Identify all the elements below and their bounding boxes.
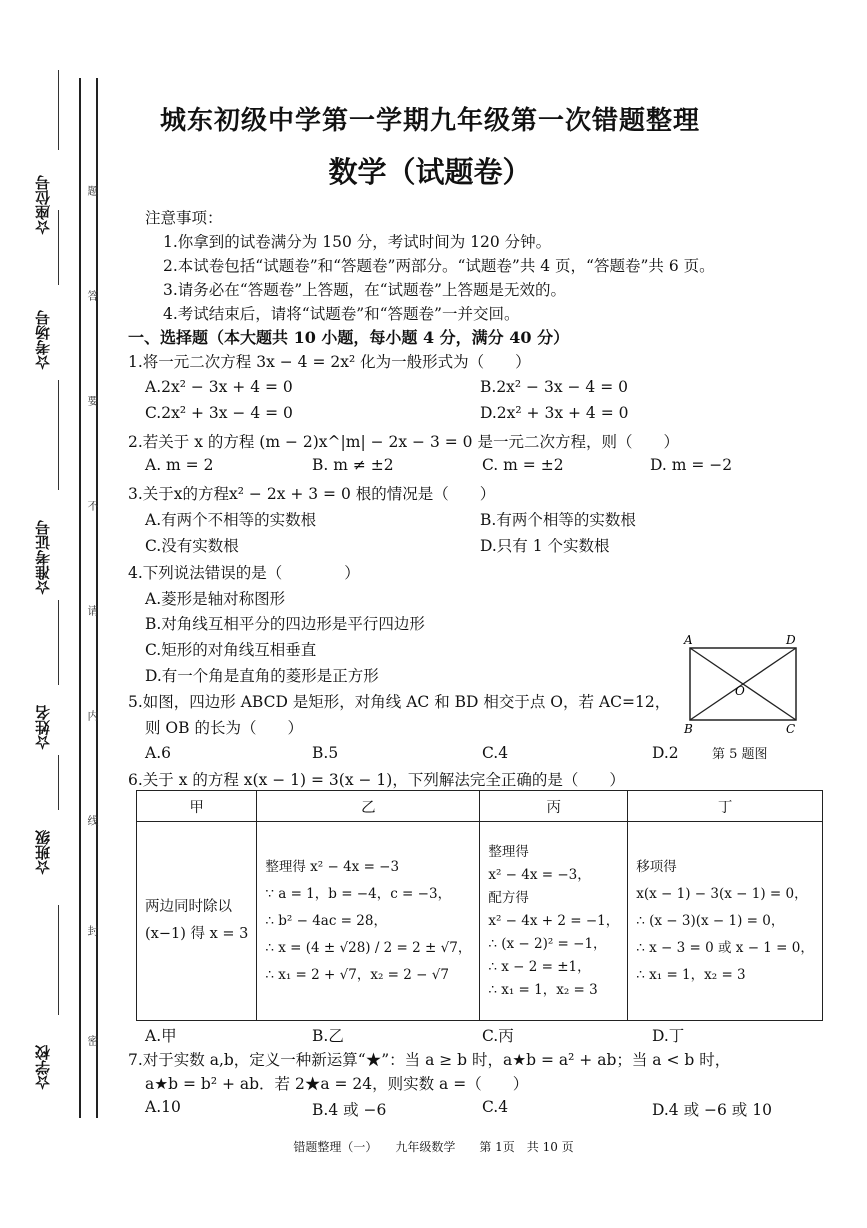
exam-room-label: ☆考场号	[34, 310, 52, 370]
solution-line: x² − 4x + 2 = −1，	[488, 912, 620, 929]
seal-char: 不	[86, 500, 99, 511]
q5-stem-line1: 5.如图，四边形 ABCD 是矩形，对角线 AC 和 BD 相交于点 O，若 AC=12，	[128, 693, 671, 711]
header-yi: 乙	[257, 791, 480, 822]
header-jia: 甲	[137, 791, 257, 822]
seal-char: 封	[86, 925, 99, 936]
name-field[interactable]	[58, 600, 59, 685]
solution-line: ∴ x₁ = 1，x₂ = 3	[636, 966, 746, 983]
figure-caption: 第 5 题图	[712, 747, 768, 762]
seal-char: 请	[86, 605, 99, 616]
solution-line: 整理得 x² − 4x = −3	[265, 858, 400, 875]
q5-option-d[interactable]: D.2	[652, 744, 679, 762]
exam-number-label: ☆准考证号	[34, 520, 52, 595]
note-item: 4.考试结束后，请将“试题卷”和“答题卷”一并交回。	[163, 305, 520, 323]
solution-line: ∴ x − 2 = ±1，	[488, 958, 591, 975]
q5-option-b[interactable]: B.5	[312, 744, 339, 762]
solution-line: ∵ a = 1，b = −4，c = −3，	[265, 885, 452, 902]
q6-stem: 6.关于 x 的方程 x(x − 1) = 3(x − 1)，下列解法完全正确的是（ ）	[128, 771, 625, 789]
q2-option-d[interactable]: D. m = −2	[650, 456, 733, 474]
header-ding: 丁	[628, 791, 823, 822]
solution-line: ∴ x₁ = 2 + √7，x₂ = 2 − √7	[265, 966, 449, 983]
solution-line: ∴ b² − 4ac = 28，	[265, 912, 387, 929]
q1-option-d[interactable]: D.2x² + 3x + 4 = 0	[480, 404, 629, 422]
seat-number-field[interactable]	[58, 70, 59, 150]
class-field[interactable]	[58, 755, 59, 810]
solution-yi	[257, 822, 480, 1021]
solution-line: ∴ (x − 2)² = −1，	[488, 935, 607, 952]
q7-option-d[interactable]: D.4 或 −6 或 10	[652, 1101, 772, 1119]
q7-stem-line2: a★b = b² + ab．若 2★a = 24，则实数 a =（ ）	[145, 1075, 529, 1093]
note-item: 2.本试卷包括“试题卷”和“答题卷”两部分。“试题卷”共 4 页，“答题卷”共 6 页。	[163, 257, 715, 275]
q6-solutions-table	[136, 790, 823, 1021]
q4-stem: 4.下列说法错误的是（ ）	[128, 564, 360, 582]
solution-line: ∴ x₁ = 1，x₂ = 3	[488, 981, 598, 998]
seal-char: 密	[86, 1035, 99, 1046]
q4-option-a[interactable]: A.菱形是轴对称图形	[145, 590, 286, 608]
q7-option-a[interactable]: A.10	[145, 1098, 181, 1116]
q3-option-d[interactable]: D.只有 1 个实数根	[480, 537, 610, 555]
solution-bing	[480, 822, 628, 1021]
class-label: ☆班级	[34, 830, 52, 875]
seal-char: 内	[86, 710, 99, 721]
q1-option-b[interactable]: B.2x² − 3x − 4 = 0	[480, 378, 628, 396]
q2-option-b[interactable]: B. m ≠ ±2	[312, 456, 394, 474]
center-label-o: O	[735, 684, 745, 698]
q3-option-b[interactable]: B.有两个相等的实数根	[480, 511, 636, 529]
q6-option-a[interactable]: A.甲	[145, 1027, 177, 1045]
q4-option-d[interactable]: D.有一个角是直角的菱形是正方形	[145, 667, 379, 685]
exam-number-field[interactable]	[58, 380, 59, 490]
q7-option-b[interactable]: B.4 或 −6	[312, 1101, 387, 1119]
solution-line: 两边同时除以	[145, 899, 232, 915]
header-bing: 丙	[480, 791, 628, 822]
seal-char: 要	[86, 395, 99, 406]
note-item: 3.请务必在“答题卷”上答题，在“试题卷”上答题是无效的。	[163, 281, 566, 299]
school-field[interactable]	[58, 905, 59, 1015]
q4-option-c[interactable]: C.矩形的对角线互相垂直	[145, 641, 317, 659]
q1-stem: 1.将一元二次方程 3x − 4 = 2x² 化为一般形式为（ ）	[128, 353, 531, 371]
binding-line-inner	[96, 78, 98, 1118]
solution-line: 移项得	[636, 858, 677, 875]
school-label: ☆学校	[34, 1045, 52, 1090]
rectangle-figure	[682, 632, 807, 737]
solution-ding	[628, 822, 823, 1021]
vertex-label-d: D	[786, 633, 796, 647]
seal-char: 题	[86, 185, 99, 196]
section-heading: 一、选择题（本大题共 10 小题，每小题 4 分，满分 40 分）	[128, 328, 570, 347]
notes-heading: 注意事项：	[145, 209, 223, 227]
solution-line: 配方得	[488, 889, 529, 906]
binding-line-outer	[79, 78, 81, 1118]
q7-option-c[interactable]: C.4	[482, 1098, 509, 1116]
vertex-label-a: A	[684, 633, 693, 647]
page-footer: 错题整理（一） 九年级数学 第 1页 共 10 页	[293, 1140, 574, 1154]
vertex-label-c: C	[786, 722, 796, 736]
note-item: 1.你拿到的试卷满分为 150 分，考试时间为 120 分钟。	[163, 233, 552, 251]
solution-line: x² − 4x = −3，	[488, 866, 591, 883]
q5-option-c[interactable]: C.4	[482, 744, 509, 762]
q3-option-c[interactable]: C.没有实数根	[145, 537, 239, 555]
name-label: ☆姓名	[34, 705, 52, 750]
q6-option-b[interactable]: B.乙	[312, 1027, 344, 1045]
solution-line: (x−1) 得 x = 3	[145, 926, 249, 942]
solution-line: ∴ x − 3 = 0 或 x − 1 = 0，	[636, 939, 814, 956]
page-subtitle: 数学（试题卷）	[328, 155, 532, 189]
seal-char: 答	[86, 290, 99, 301]
q4-option-b[interactable]: B.对角线互相平分的四边形是平行四边形	[145, 615, 425, 633]
seat-number-label: ☆座位号	[34, 175, 52, 235]
solution-line: ∴ x = (4 ± √28) / 2 = 2 ± √7，	[265, 939, 472, 956]
seal-char: 线	[86, 815, 99, 826]
q5-stem-line2: 则 OB 的长为（ ）	[145, 719, 303, 737]
q1-option-c[interactable]: C.2x² + 3x − 4 = 0	[145, 404, 293, 422]
q1-option-a[interactable]: A.2x² − 3x + 4 = 0	[145, 378, 293, 396]
exam-room-field[interactable]	[58, 210, 59, 285]
q5-option-a[interactable]: A.6	[145, 744, 171, 762]
q3-option-a[interactable]: A.有两个不相等的实数根	[145, 511, 317, 529]
solution-jia	[137, 822, 257, 1021]
solution-line: ∴ (x − 3)(x − 1) = 0，	[636, 912, 785, 929]
solution-line: x(x − 1) − 3(x − 1) = 0，	[636, 885, 808, 902]
vertex-label-b: B	[684, 722, 693, 736]
page-title: 城东初级中学第一学期九年级第一次错题整理	[159, 106, 700, 136]
solution-line: 整理得	[488, 843, 529, 860]
q2-stem: 2.若关于 x 的方程 (m − 2)x^|m| − 2x − 3 = 0 是一元二次方程，则（ ）	[128, 433, 679, 451]
q2-option-a[interactable]: A. m = 2	[145, 456, 214, 474]
q3-stem: 3.关于x的方程x² − 2x + 3 = 0 根的情况是（ ）	[128, 485, 496, 503]
q6-option-d[interactable]: D.丁	[652, 1027, 685, 1045]
q6-option-c[interactable]: C.丙	[482, 1027, 514, 1045]
q7-stem-line1: 7.对于实数 a,b，定义一种新运算“★”：当 a ≥ b 时，a★b = a² + ab；当 a < b 时，	[128, 1051, 731, 1069]
q2-option-c[interactable]: C. m = ±2	[482, 456, 564, 474]
